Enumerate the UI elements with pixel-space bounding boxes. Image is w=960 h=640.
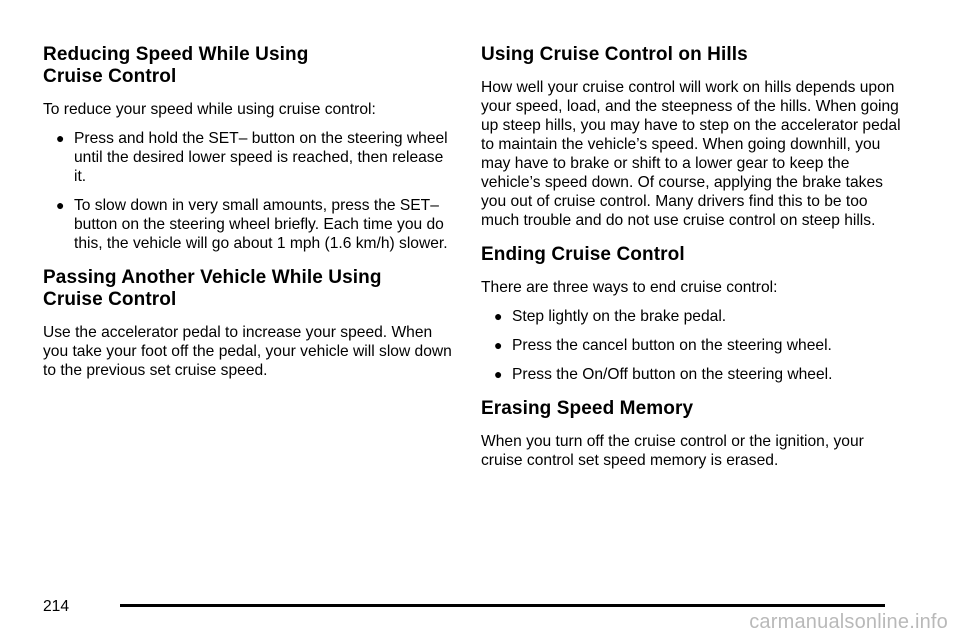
list-item <box>43 196 453 253</box>
bullet-icon: ● <box>56 197 65 213</box>
reduce-bullet-list <box>43 129 453 253</box>
list-item <box>43 129 453 186</box>
list-item <box>481 336 901 355</box>
list-item <box>481 307 901 326</box>
ending-intro: There are three ways to end cruise control: <box>481 279 778 296</box>
list-item <box>481 365 901 384</box>
heading-ending: Ending Cruise Control <box>481 244 685 265</box>
bullet-icon: ● <box>56 130 65 146</box>
heading-line-1: Reducing Speed While Using <box>43 44 309 65</box>
list-item-text: Step lightly on the brake pedal. <box>512 308 727 325</box>
right-column <box>481 44 901 484</box>
page-number: 214 <box>43 598 70 615</box>
list-item-text: Press and hold the SET– button on the steering wheel until the desired lower speed is reached, then release it. <box>74 130 448 185</box>
bullet-icon: ● <box>494 308 503 324</box>
heading-line-2: Cruise Control <box>43 66 177 87</box>
bullet-icon: ● <box>494 366 503 382</box>
heading-line-2: Cruise Control <box>43 289 177 310</box>
section-passing <box>43 267 453 380</box>
reduce-intro: To reduce your speed while using cruise control: <box>43 101 376 118</box>
erasing-body: When you turn off the cruise control or the ignition, your cruise control set speed memory is erased. <box>481 433 864 469</box>
section-erasing <box>481 398 901 470</box>
section-ending <box>481 244 901 384</box>
watermark: carmanualsonline.info <box>749 611 948 633</box>
heading-line-1: Passing Another Vehicle While Using <box>43 267 382 288</box>
section-hills <box>481 44 901 230</box>
heading-erasing: Erasing Speed Memory <box>481 398 694 419</box>
left-column <box>43 44 453 394</box>
footer-rule <box>120 604 885 607</box>
list-item-text: Press the On/Off button on the steering wheel. <box>512 366 833 383</box>
section-reducing-speed <box>43 44 453 253</box>
hills-body: How well your cruise control will work on hills depends upon your speed, load, and the steepness of the hills. When going up steep hills, you may have to step on the accelerator pedal to maintain the vehicle’s speed. When going downhill, you may have to brake or shift to a lower gear to keep the vehicle’s speed down. Of course, applying the brake takes you out of cruise control. Many drivers find this to be too much trouble and do not use cruise control on steep hills. <box>481 79 901 229</box>
ending-bullet-list <box>481 307 901 384</box>
list-item-text: Press the cancel button on the steering wheel. <box>512 337 832 354</box>
heading-hills: Using Cruise Control on Hills <box>481 44 748 65</box>
bullet-icon: ● <box>494 337 503 353</box>
heading-passing <box>43 267 453 311</box>
list-item-text: To slow down in very small amounts, press the SET– button on the steering wheel briefly. Each time you do this, the vehicle will go about 1 mph (1.6 km/h) slower. <box>74 197 448 252</box>
passing-body: Use the accelerator pedal to increase your speed. When you take your foot off the pedal, your vehicle will slow down to the previous set cruise speed. <box>43 324 452 379</box>
heading-reducing-speed <box>43 44 453 88</box>
